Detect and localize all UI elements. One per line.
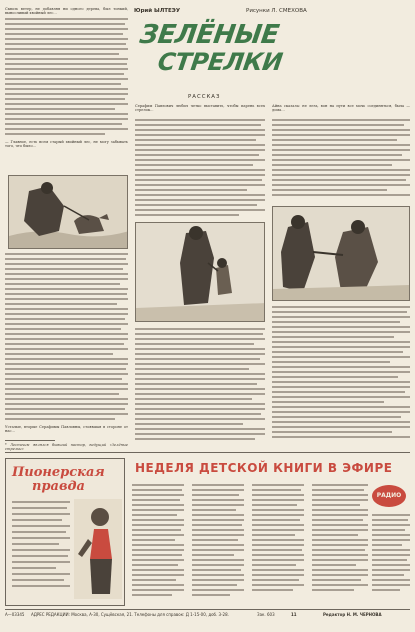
pionerskaya-title-2: правда bbox=[32, 479, 85, 494]
section-divider bbox=[5, 452, 410, 453]
pionerskaya-text-lines bbox=[12, 501, 72, 597]
left-column-lines-1 bbox=[5, 18, 128, 138]
footnote: * Лесничим являлся бывший пастор, ведущий «Зелёные стрелки» bbox=[5, 443, 128, 452]
right-column-lines-2 bbox=[272, 306, 410, 446]
pionerskaya-title-1: Пионерская bbox=[12, 465, 105, 480]
radio-side-lines bbox=[372, 514, 410, 604]
middle-column-lines-2 bbox=[135, 328, 265, 448]
illustration-two-figures bbox=[272, 206, 410, 301]
footer-divider bbox=[5, 609, 410, 610]
title-line-2: СТРЕЛКИ bbox=[156, 48, 285, 76]
footer-code: А—03345 bbox=[5, 612, 25, 617]
left-column-dialogue: — Главное, есть всем старый хвойный лес, не могу забывать того, что было... bbox=[5, 140, 128, 149]
middle-column-lines-1 bbox=[135, 119, 265, 219]
left-column-intro: Сквозь ветер, не добавляя ни одного дерева, был тонкий, выносливый хвойный лес... bbox=[5, 7, 128, 16]
pioneer-girl-illustration bbox=[74, 499, 122, 599]
middle-column-top: Серафим Павлович любил четко выставить, чтобы парень всех стрелок... bbox=[135, 104, 265, 113]
right-column-lines-1 bbox=[272, 119, 410, 201]
book-week-banner bbox=[130, 458, 410, 480]
title-line-1: ЗЕЛЁНЫЕ bbox=[137, 20, 281, 50]
footnote-divider bbox=[5, 440, 55, 441]
author-name: Юрий ЫЛТЕЭУ bbox=[134, 8, 181, 14]
pionerskaya-pravda-box bbox=[5, 458, 125, 606]
footer bbox=[5, 612, 410, 628]
illustration-man-with-dog bbox=[8, 175, 128, 249]
left-column-lines-2 bbox=[5, 253, 128, 443]
banner-headline: НЕДЕЛЯ ДЕТСКОЙ КНИГИ В ЭФИРЕ bbox=[135, 461, 393, 475]
right-column-top: Айна сказала: не лезь, вон на пути все мочь соединяться, была — дома... bbox=[272, 104, 410, 113]
footer-address: АДРЕС РЕДАКЦИИ: Москва, А-30, Сущёвская, 21. Телефоны для справок: Д 1-15-00, доб. 3-28. bbox=[31, 612, 229, 617]
genre-label: РАССКАЗ bbox=[188, 94, 221, 100]
illustration-woman-with-child bbox=[135, 222, 265, 322]
left-column-bottom: Усталые, вторые Серафимы Павловны, стоявшая в стороне от нас... bbox=[5, 425, 128, 434]
footer-order: Зак. 603 bbox=[257, 612, 275, 617]
footer-editor: Редактор Н. М. ЧЕРНОВА bbox=[323, 612, 382, 617]
footer-page-number: 11 bbox=[291, 612, 297, 617]
pionerskaya-pravda-logo bbox=[12, 465, 118, 495]
radio-logo bbox=[370, 482, 408, 510]
story-title bbox=[137, 18, 290, 82]
illustration-credit: Рисунки Л. СМЕХОВА bbox=[246, 8, 307, 14]
radio-logo-label: РАДИО bbox=[376, 492, 402, 499]
radio-program-listing bbox=[132, 484, 368, 604]
